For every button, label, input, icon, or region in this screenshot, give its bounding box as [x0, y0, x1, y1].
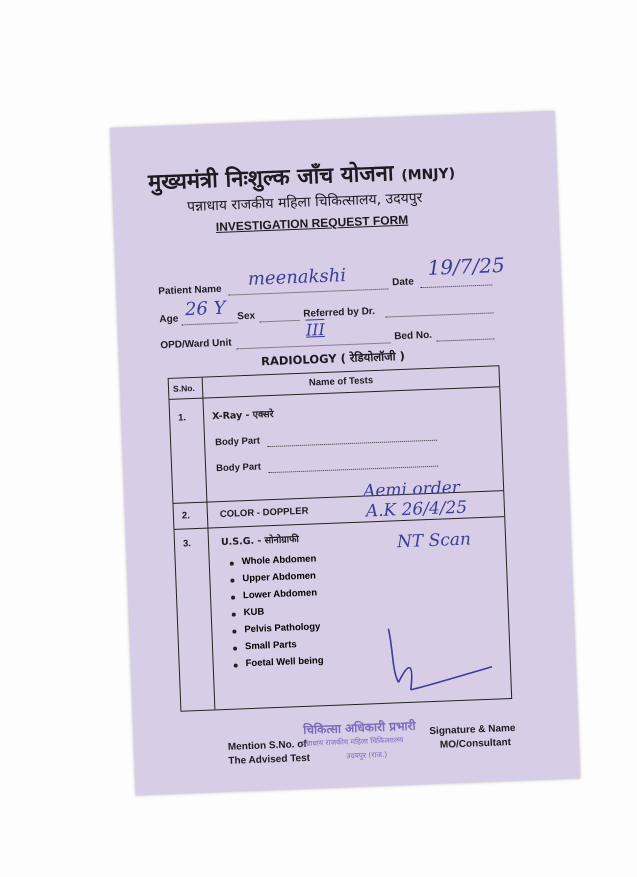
row-divider	[169, 386, 499, 400]
signature-label-line1: Signature & Name	[429, 722, 516, 738]
age-label: Age	[159, 313, 179, 326]
sno-header: S.No.	[172, 382, 195, 394]
form-title: INVESTIGATION REQUEST FORM	[215, 212, 409, 235]
doctor-signature	[378, 616, 501, 701]
handwritten-note-line1: Aemi order	[362, 477, 461, 502]
date-value: 19/7/25	[427, 252, 506, 280]
date-label: Date	[391, 276, 415, 289]
bullet	[231, 596, 235, 600]
bullet	[234, 663, 238, 667]
bullet	[230, 562, 234, 566]
body-part-field-2[interactable]	[268, 465, 438, 474]
form-scheme-title: मुख्यमंत्री निःशुल्क जाँच योजना (MNJY)	[147, 161, 456, 196]
mention-sno-line1: Mention S.No. of	[227, 738, 307, 753]
opd-ward-label: OPD/Ward Unit	[160, 337, 232, 352]
opd-ward-field[interactable]	[237, 341, 391, 349]
bullet	[232, 630, 236, 634]
age-value: 26 Y	[184, 297, 226, 321]
age-field[interactable]	[182, 321, 238, 325]
date-field[interactable]	[420, 283, 492, 288]
bullet	[233, 647, 237, 651]
row-sno: 2.	[181, 510, 191, 522]
body-part-label-1: Body Part	[214, 435, 261, 449]
hospital-name: पन्नाधाय राजकीय महिला चिकित्सालय, उदयपुर	[186, 190, 423, 216]
referred-by-label: Referred by Dr.	[303, 305, 376, 320]
stamp-line2: पन्नाधाय राजकीय महिला चिकित्सालय	[301, 735, 404, 749]
patient-name-value: meenakshi	[247, 265, 347, 290]
sex-field[interactable]	[259, 319, 299, 323]
usg-item: Lower Abdomen	[242, 587, 318, 602]
body-part-field-1[interactable]	[267, 439, 437, 448]
referred-by-field[interactable]	[385, 311, 493, 317]
row-sno: 3.	[182, 538, 192, 550]
investigation-request-form	[110, 111, 580, 796]
tests-table	[168, 365, 513, 711]
bed-no-field[interactable]	[436, 337, 494, 341]
usg-test: U.S.G. - सोनोग्राफी	[220, 534, 300, 549]
xray-test: X-Ray - एक्सरे	[211, 408, 274, 423]
usg-item: Upper Abdomen	[242, 570, 317, 585]
bed-no-label: Bed No.	[394, 329, 433, 343]
body-part-label-2: Body Part	[215, 461, 262, 475]
bullet	[230, 579, 234, 583]
scheme-code: (MNJY)	[400, 165, 456, 184]
stamp-line3: उदयपुर (राज.)	[346, 749, 388, 761]
stamp-line1: चिकित्सा अधिकारी प्रभारी	[302, 718, 416, 738]
unit-value: III	[305, 319, 326, 340]
usg-item: KUB	[243, 606, 265, 619]
handwritten-scan-note: NT Scan	[396, 529, 472, 553]
usg-item: Small Parts	[244, 639, 297, 653]
radiology-heading: RADIOLOGY ( रेडियोलॉजी )	[260, 348, 406, 369]
sex-label: Sex	[237, 310, 256, 323]
column-divider	[202, 378, 216, 710]
color-doppler-test: COLOR - DOPPLER	[219, 505, 309, 521]
bullet	[232, 613, 236, 617]
signature-label-line2: MO/Consultant	[439, 737, 512, 751]
usg-item: Whole Abdomen	[241, 553, 317, 568]
row-sno: 1.	[177, 412, 187, 424]
usg-item: Pelvis Pathology	[244, 621, 321, 636]
patient-name-label: Patient Name	[158, 283, 222, 298]
handwritten-note-line2: A.K 26/4/25	[365, 497, 468, 522]
tests-header: Name of Tests	[308, 375, 374, 389]
mention-sno-line2: The Advised Test	[228, 752, 311, 767]
usg-item: Foetal Well being	[245, 655, 324, 670]
